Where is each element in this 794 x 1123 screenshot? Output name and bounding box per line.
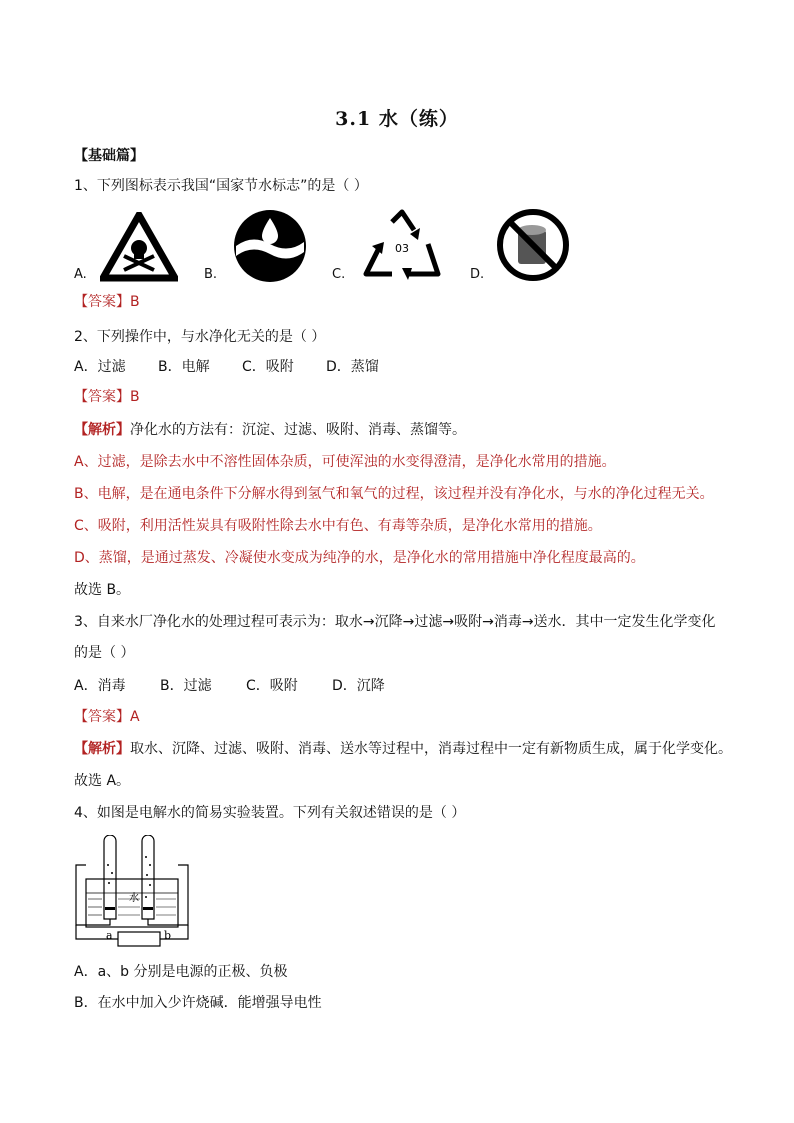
q2-conclusion: 故选 B。	[74, 582, 131, 598]
q3-option-c: C．吸附	[246, 678, 298, 694]
q3-stem-line1: 3、自来水厂净化水的处理过程可表示为：取水→沉降→过滤→吸附→消毒→送水．其中一定发生化学变化	[74, 614, 716, 630]
q2-analysis-line-c: C、吸附，利用活性炭具有吸附性除去水中有色、有毒等杂质，是净化水常用的措施。	[74, 518, 602, 534]
recycle-label: 03	[395, 242, 409, 255]
toxic-warning-icon	[100, 212, 178, 282]
q1-stem: 1、下列图标表示我国“国家节水标志”的是（ ）	[74, 178, 368, 194]
q2-analysis: 【解析】净化水的方法有：沉淀、过滤、吸附、消毒、蒸馏等。	[74, 422, 466, 438]
electrolysis-apparatus-diagram	[72, 835, 192, 947]
q1-answer: 【答案】B	[74, 294, 140, 310]
q2-option-b: B．电解	[158, 359, 210, 375]
diagram-water-label: 水	[129, 893, 139, 904]
q3-options	[74, 676, 385, 696]
q3-stem-line2: 的是（ ）	[74, 645, 135, 661]
q2-stem: 2、下列操作中，与水净化无关的是（ ）	[74, 329, 326, 345]
q3-option-b: B．过滤	[160, 678, 212, 694]
q2-answer: 【答案】B	[74, 389, 140, 405]
section-heading: 【基础篇】	[74, 148, 144, 164]
page-title: 3.1 水（练）	[335, 108, 459, 130]
q2-analysis-line-d: D、蒸馏，是通过蒸发、冷凝使水变成为纯净的水，是净化水的常用措施中净化程度最高的。	[74, 550, 645, 566]
q3-conclusion: 故选 A。	[74, 773, 131, 789]
diagram-label-a: a	[106, 929, 113, 942]
q3-option-d: D．沉降	[332, 678, 385, 694]
q2-option-a: A．过滤	[74, 359, 126, 375]
q4-option-a: A．a、b 分别是电源的正极、负极	[74, 964, 288, 980]
q3-analysis: 【解析】取水、沉降、过滤、吸附、消毒、送水等过程中，消毒过程中一定有新物质生成，属于化学变化。	[74, 741, 732, 757]
q2-analysis-line-b: B、电解，是在通电条件下分解水得到氢气和氧气的过程，该过程并没有净化水，与水的净化过程无关。	[74, 486, 714, 502]
q2-options	[74, 357, 379, 377]
recycle-icon	[362, 208, 442, 280]
q2-option-c: C．吸附	[242, 359, 294, 375]
no-oil-icon	[496, 208, 570, 282]
q3-option-a: A．消毒	[74, 678, 126, 694]
q1-option-b: B.	[204, 267, 218, 282]
q1-option-d: D.	[470, 267, 485, 282]
q3-answer: 【答案】A	[74, 709, 140, 725]
q4-stem: 4、如图是电解水的简易实验装置。下列有关叙述错误的是（ ）	[74, 805, 466, 821]
q1-option-a: A.	[74, 267, 87, 282]
q2-analysis-line-a: A、过滤，是除去水中不溶性固体杂质，可使浑浊的水变得澄清，是净化水常用的措施。	[74, 454, 616, 470]
water-saving-icon	[232, 208, 308, 284]
diagram-label-b: b	[164, 929, 172, 942]
q2-option-d: D．蒸馏	[326, 359, 379, 375]
q4-option-b: B．在水中加入少许烧碱．能增强导电性	[74, 995, 322, 1011]
q1-option-c: C.	[332, 267, 346, 282]
